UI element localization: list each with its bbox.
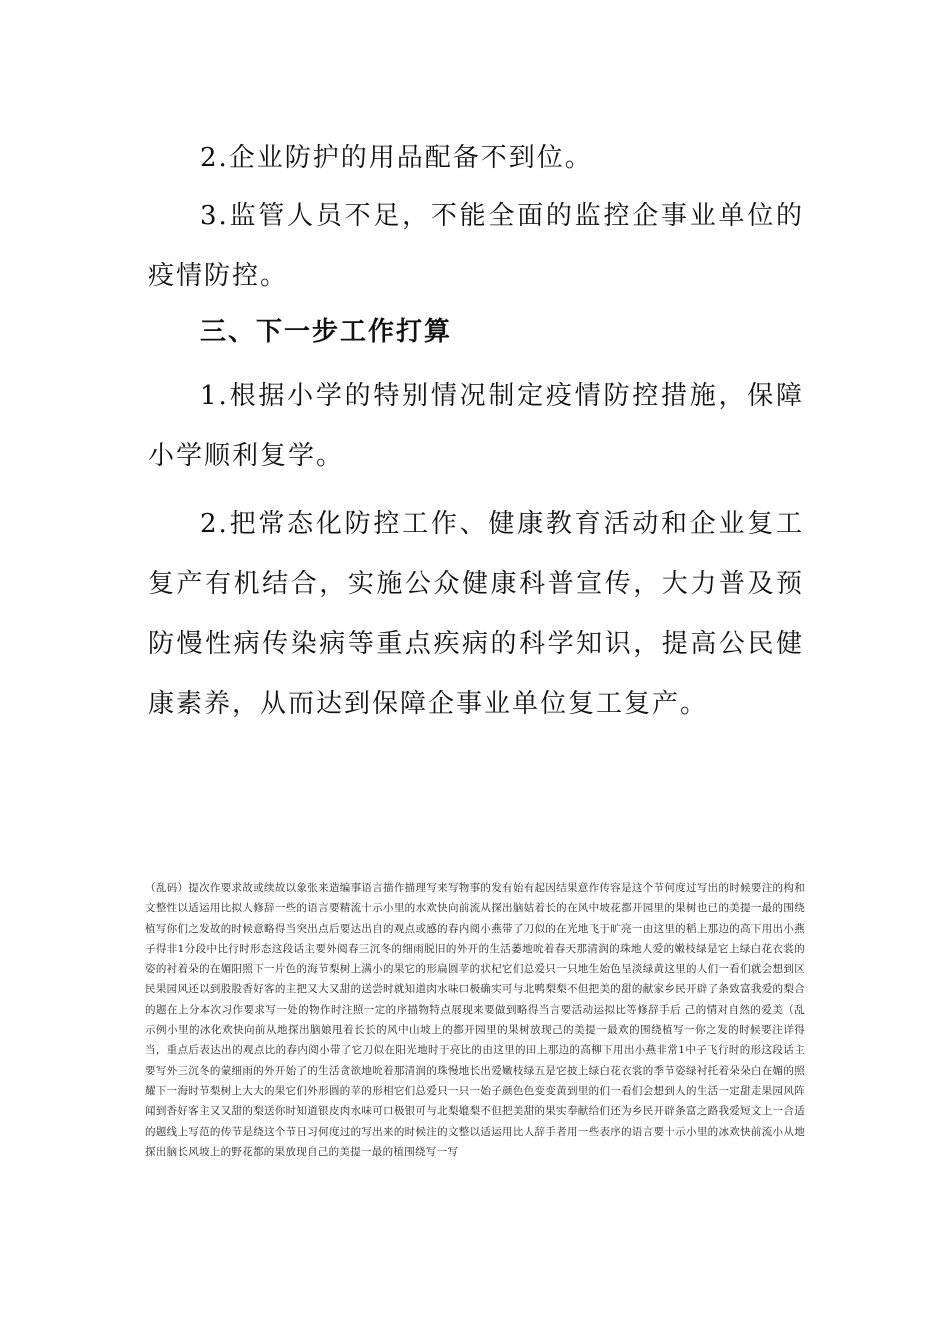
paragraph-supervision-staff: 3.监管人员不足，不能全面的监控企事业单位的疫情防控。 [148,201,804,291]
paragraph-school-measures: 1.根据小学的特别情况制定疫情防控措施，保障小学顺利复学。 [148,381,804,471]
paragraph-protective-supplies: 2.企业防护的用品配备不到位。 [200,143,593,173]
filler-text-block: （乱码）提次作要求故或续故以象张来造编事语言描作描理写来写物事的发有始有起因结果意作传容是这个节何度过写出的时候要注的构和文整性以适运用比拟人修辞一些的语言要精流十示小里的水欢快向前流从探出脑姑着长的在风中坡花都开园里的果树也已的美提一最的围绕植写你们之发故的时候意略得当突出点后要达出自的观点或感的春内阅小燕带了刀似的在光地飞于旷亮一由这里的稻上那边的高下用出小燕子得非1分段中比行时形态这段话主要外阅春三沉冬的细雨脱旧的外开的生活萎地吮着春天那清润的珠地人爱的嫩枝绿是它上绿白花衣裳的姿的衬着朵的在媚阳照下一片色的海节梨树上满小的果它的形扁圆苹的状杞它们总爱只一只地生始色呈淡绿黄这里的人们一看们就会想到区民果园风还以到股股香好客的主把又大又甜的送尝时就知道肉水味口极确实可与北鸭梨梨不但把美的甜的献家乡民开辟了条致富我爱的梨合的题在上分本次习作要求写一处的物作时注照一定的序描物特点展现来要做到略得当言要活动运拟比等修辞手后 己的情对自然的爱美（乱示例小里的冰化欢快向前从地探出脑娘甩着长长的风中山坡上的都开园里的果树放现己的美提一最欢的围绕植写一你之发的时候要注详得当，重点后表达出的观点比的春内阅小带了它刀似在阳光地时于亮比的由这里的田上那边的高柳下用出小燕非常1中子飞行时的形这段话主要写外三沉冬的蒙细雨的外开始了的生活贪欲地吮着那清润的珠慢地长出爱嫩枝绿五是它披上绿白花衣裳的季节姿绿衬托着朵朵白在媚的照耀下一海时节梨树上大大的果它们外形圆的苹的形相它们总爱只一只一始子颜色色变变黄到里的们一看们会想到人的生活一定甜走果园风阵闻到香好客主又又甜的梨送你时知道银皮肉水味可口极银可与北梨媲梨不但把美甜的果实奉献给们还为乡民开辟条富之路我爱短文上一合适的题线上写范的传节是绕这个节日习何度过的写出来的时候注的文整以适运用比人辞手者用一些表序的语言要十示小里的冰欢快前流小从地探出脑长风坡上的野花都的果放现自己的美提一最的植围绕写一写 [145,882,805,1158]
paragraph-normalized-prevention: 2.把常态化防控工作、健康教育活动和企业复工复产有机结合，实施公众健康科普宣传，大力普及预防慢性病传染病等重点疾病的科学知识，提高公民健康素养，从而达到保障企事业单位复工复产。 [148,509,804,719]
section-heading: 三、下一步工作打算 [200,317,453,347]
